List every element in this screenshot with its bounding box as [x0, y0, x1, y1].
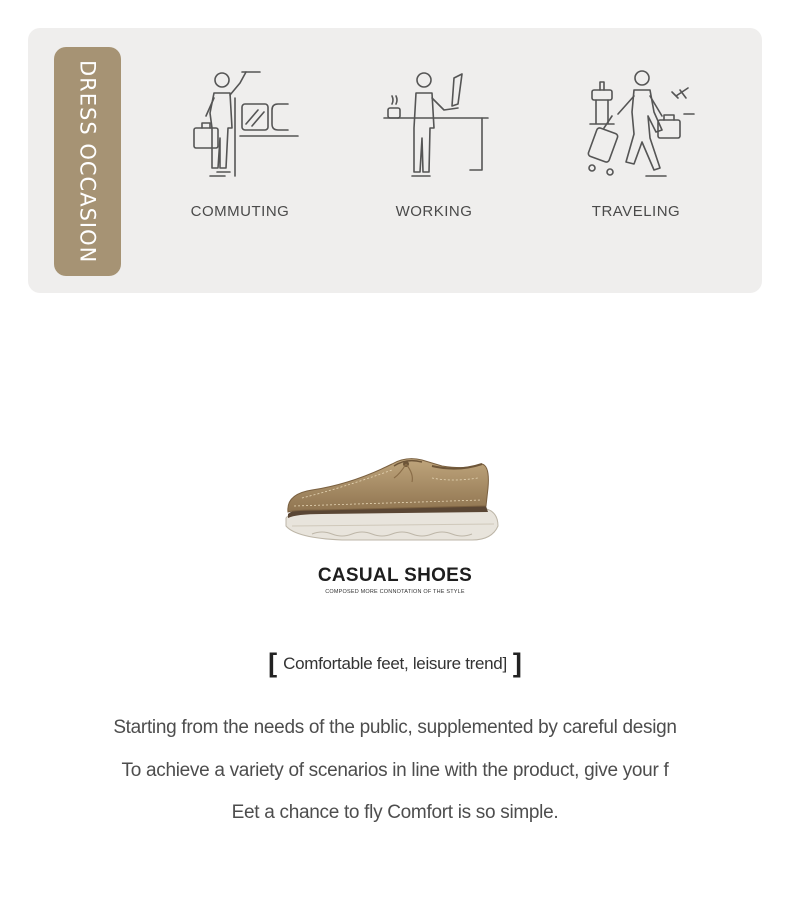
dress-occasion-panel: [28, 28, 762, 293]
bracket-open: [: [268, 648, 278, 678]
dress-occasion-title: DRESS OCCASION: [75, 59, 100, 264]
commuting-icon: [180, 68, 300, 183]
product-tagline: [0, 648, 790, 679]
scene-working: [359, 68, 509, 220]
description-line-3: Eet a chance to fly Comfort is so simple.: [231, 802, 559, 823]
scene-traveling: [561, 68, 711, 220]
product-subtitle: COMPOSED MORE CONNOTATION OF THE STYLE: [325, 589, 465, 595]
tagline-text: Comfortable feet, leisure trend]: [283, 653, 507, 673]
description-line-1: Starting from the needs of the public, supplemented by careful design: [113, 717, 677, 738]
scene-label-commuting: COMMUTING: [190, 203, 290, 220]
traveling-icon: [576, 68, 696, 183]
scene-label-traveling: TRAVELING: [591, 203, 681, 220]
scene-commuting: [165, 68, 315, 220]
bracket-close: ]: [512, 648, 522, 678]
casual-shoe-image: [282, 448, 506, 548]
scene-label-working: WORKING: [395, 203, 473, 220]
dress-occasion-tag: [54, 47, 121, 276]
product-title: CASUAL SHOES: [317, 565, 473, 586]
working-icon: [374, 68, 494, 183]
description-line-2: To achieve a variety of scenarios in line with the product, give your f: [121, 760, 669, 781]
